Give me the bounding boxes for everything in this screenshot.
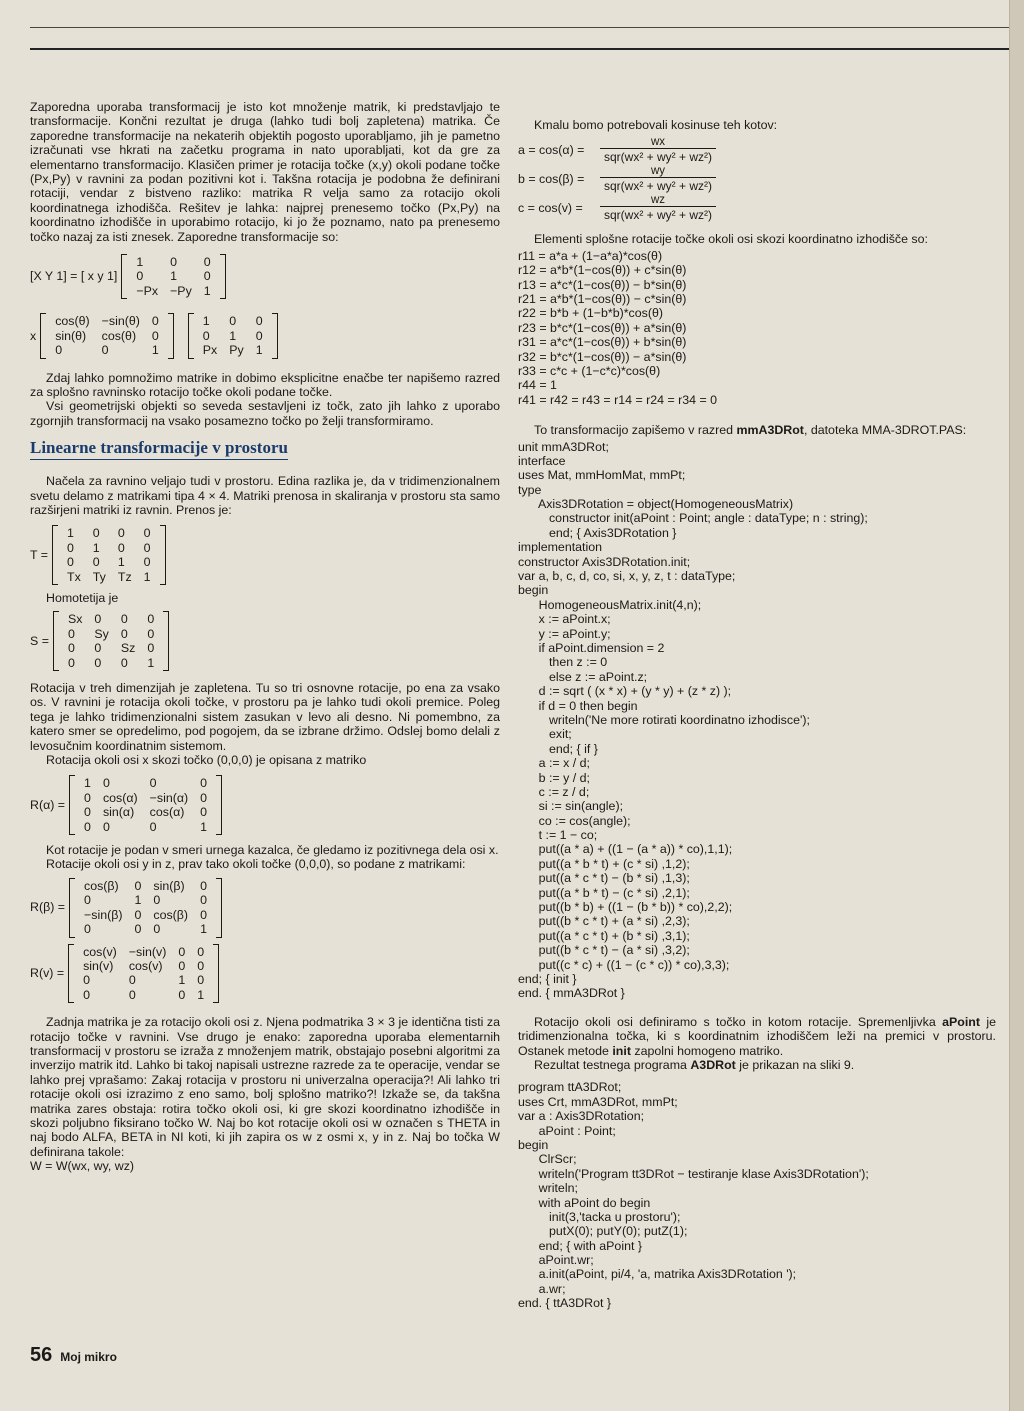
- matrix-row: [77, 973, 210, 987]
- text-line: if aPoint.dimension = 2: [518, 640, 665, 655]
- matrix-cell: −sin(α): [149, 790, 189, 805]
- text: , datoteka MMA-3DROT.PAS:: [803, 423, 967, 438]
- text-line: a.wr;: [518, 1281, 566, 1296]
- header-thin-rule: [30, 27, 1010, 28]
- matrix-cell: 0: [67, 540, 74, 555]
- matrix-row: [77, 988, 210, 1002]
- matrix-cell: Sx: [67, 612, 83, 627]
- text-line: put((a * c * t) + (b * si) ,3,1);: [518, 928, 690, 943]
- text-line: end. { ttA3DRot }: [518, 1296, 611, 1311]
- matrix-cell: Sz: [120, 641, 136, 656]
- matrix-cell: −Px: [136, 283, 159, 298]
- matrix-cell: 0: [128, 973, 136, 988]
- matrix-cell: 0: [83, 973, 90, 988]
- text-line: writeln('Ne more rotirati koordinatno izhodisce');: [518, 712, 810, 727]
- matrix-row: [197, 343, 269, 357]
- paragraph-x-rotation: Rotacija okoli osi x skozi točko (0,0,0) je opisana z matriko: [46, 753, 367, 768]
- text-line: ClrScr;: [518, 1152, 577, 1167]
- text-line: r13 = a*c*(1−cos(θ)) − b*sin(θ): [518, 277, 687, 292]
- matrix-cell: 0: [200, 878, 207, 893]
- header-rule: [30, 48, 1010, 50]
- text-line: r21 = a*b*(1−cos(θ)) − c*sin(θ): [518, 291, 687, 306]
- text-line: if d = 0 then begin: [518, 698, 638, 713]
- matrix-cell: sin(v): [83, 958, 114, 973]
- paragraph-cosines: Kmalu bomo potrebovali kosinuse teh kotov:: [534, 118, 778, 132]
- text-line: putX(0); putY(0); putZ(1);: [518, 1224, 688, 1239]
- paragraph-multiply: Zdaj lahko pomnožimo matrike in dobimo eksplicitne enačbe ter napišemo razred za splošno ravninsko rotacijo točke okoli podane točke.: [30, 370, 500, 399]
- matrix-T: [52, 525, 166, 585]
- matrix-S: [53, 611, 169, 671]
- matrix-row: [49, 314, 165, 328]
- matrix-cell: 0: [147, 626, 155, 641]
- text-line: program ttA3DRot;: [518, 1080, 622, 1095]
- matrix-cell: 0: [255, 314, 263, 329]
- text-line: r11 = a*a + (1−a*a)*cos(θ): [518, 248, 663, 263]
- matrix-cell: 0: [94, 641, 102, 656]
- fraction-denominator: sqr(wx² + wy² + wz²): [600, 206, 716, 222]
- text-line: r31 = a*c*(1−cos(θ)) + b*sin(θ): [518, 335, 687, 350]
- matrix-cell: 0: [67, 641, 75, 656]
- matrix-row: [77, 959, 210, 973]
- matrix-cell: 1: [134, 893, 142, 908]
- matrix-cell: 0: [83, 987, 90, 1002]
- matrix-row: [62, 627, 160, 641]
- matrix-cell: 0: [143, 555, 151, 570]
- matrix-cell: Tz: [117, 569, 132, 584]
- matrix-cell: 0: [153, 922, 161, 937]
- text-line: put((a * b * t) − (c * si) ,2,1);: [518, 885, 690, 900]
- matrix-cell: 0: [200, 907, 207, 922]
- paragraph-space: Načela za ravnino veljajo tudi v prostoru. Edina razlika je, da v tridimenzionalnem svetu delamo z matrikami tipa 4 × 4. Matriki prenosa in skaliranja v prostoru sta samo razširjeni matriki iz ravnin. Prenos je:: [30, 474, 500, 517]
- matrix-cell: 1: [202, 314, 210, 329]
- paragraph-apoint: [518, 1015, 996, 1058]
- matrix-cell: 0: [102, 819, 110, 834]
- matrix-cell: 0: [84, 819, 91, 834]
- matrix-cell: 0: [178, 958, 186, 973]
- matrix-row: [130, 269, 216, 283]
- matrix-cell: 0: [67, 626, 75, 641]
- text-line: interface: [518, 453, 566, 468]
- text-line: r23 = b*c*(1−cos(θ)) + a*sin(θ): [518, 320, 687, 335]
- text-line: end; { with aPoint }: [518, 1238, 642, 1253]
- text-line: var a, b, c, d, co, si, x, y, z, t : dataType;: [518, 569, 736, 584]
- matrix-translate-pos: [188, 313, 278, 358]
- matrix-row: [49, 343, 165, 357]
- text-line: begin: [518, 1137, 549, 1152]
- matrix-cell: −sin(θ): [101, 314, 140, 329]
- matrix-cell: 0: [151, 314, 159, 329]
- text-line: end; { if }: [518, 741, 598, 756]
- magazine-name: Moj mikro: [60, 1350, 117, 1364]
- matrix-translate-neg: [121, 254, 225, 299]
- equation-label: R(β) =: [30, 900, 66, 915]
- page-edge: [1009, 0, 1024, 1411]
- fraction-numerator: wx: [650, 136, 666, 149]
- matrix-cell: 0: [200, 776, 208, 791]
- matrix-cell: 1: [147, 655, 155, 670]
- matrix-row: [78, 922, 213, 936]
- text-line: a.init(aPoint, pi/4, 'a, matrika Axis3DRotation ');: [518, 1267, 797, 1282]
- text: Rotacijo okoli osi definiramo s točko in kotom rotacije. Spremenljivka: [534, 1014, 943, 1029]
- text-line: aPoint.wr;: [518, 1253, 594, 1268]
- fraction: [600, 194, 716, 222]
- matrix-cell: 0: [197, 958, 205, 973]
- matrix-row: [61, 526, 157, 540]
- page-number: 56: [30, 1344, 53, 1366]
- matrix-cell: 0: [102, 776, 110, 791]
- matrix-cell: 0: [84, 922, 91, 937]
- matrix-rotation-2d: [40, 313, 174, 358]
- matrix-row: [78, 879, 213, 893]
- matrix-cell: 0: [143, 526, 151, 541]
- text-line: r44 = 1: [518, 378, 557, 393]
- text-line: then z := 0: [518, 655, 608, 670]
- matrix-R-alpha: [69, 775, 222, 835]
- matrix-cell: 1: [229, 328, 237, 343]
- text-line: constructor init(aPoint : Point; angle : dataType; n : string);: [518, 511, 868, 526]
- fraction-denominator: sqr(wx² + wy² + wz²): [600, 148, 716, 164]
- code-unit: [518, 440, 996, 1001]
- matrix-cell: cos(v): [128, 958, 163, 973]
- matrix-cell: 0: [92, 526, 100, 541]
- text-line: x := aPoint.x;: [518, 612, 611, 627]
- matrix-cell: 1: [92, 540, 100, 555]
- matrix-cell: −sin(β): [84, 907, 123, 922]
- equation-label: R(α) =: [30, 798, 66, 813]
- matrix-cell: Tx: [67, 569, 81, 584]
- matrix-cell: 0: [94, 612, 102, 627]
- class-name: mmA3DRot: [736, 423, 804, 438]
- equation-translate: [30, 254, 500, 299]
- text: Rezultat testnega programa: [534, 1057, 691, 1072]
- matrix-cell: 0: [200, 805, 208, 820]
- matrix-row: [78, 805, 213, 819]
- matrix-row: [49, 329, 165, 343]
- text-line: writeln('Program tt3DRot − testiranje klase Axis3DRotation');: [518, 1166, 869, 1181]
- matrix-cell: 0: [170, 255, 177, 270]
- left-column: [30, 100, 500, 1174]
- matrix-row: [61, 570, 157, 584]
- text-line: si := sin(angle);: [518, 799, 624, 814]
- matrix-cell: 0: [255, 328, 263, 343]
- matrix-cell: cos(β): [84, 878, 119, 893]
- matrix-cell: 0: [136, 269, 144, 284]
- matrix-row: [62, 656, 160, 670]
- text-line: r41 = r42 = r43 = r14 = r24 = r34 = 0: [518, 392, 718, 407]
- matrix-cell: 0: [229, 314, 237, 329]
- matrix-cell: 0: [203, 269, 211, 284]
- matrix-cell: 0: [202, 328, 210, 343]
- page-footer: [30, 1344, 117, 1367]
- matrix-cell: 1: [136, 255, 144, 270]
- fraction-numerator: wy: [650, 165, 666, 178]
- matrix-cell: 0: [200, 893, 207, 908]
- matrix-cell: 0: [147, 641, 155, 656]
- matrix-cell: 1: [255, 343, 263, 358]
- matrix-cell: 1: [143, 569, 151, 584]
- matrix-cell: 0: [120, 612, 128, 627]
- matrix-cell: 0: [143, 540, 151, 555]
- text-line: r12 = a*b*(1−cos(θ)) + c*sin(θ): [518, 263, 687, 278]
- text-line: begin: [518, 583, 549, 598]
- text-line: implementation: [518, 540, 603, 555]
- text-line: writeln;: [518, 1181, 578, 1196]
- matrix-cell: 1: [197, 987, 205, 1002]
- matrix-row: [78, 776, 213, 790]
- equation-label: T =: [30, 547, 49, 562]
- paragraph-angle: Kot rotacije je podan v smeri urnega kazalca, če gledamo iz pozitivnega dela osi x.: [46, 843, 499, 858]
- matrix-cell: cos(α): [149, 805, 185, 820]
- paragraph-intro: Zaporedna uporaba transformacij je isto kot množenje matrik, ki predstavljajo te transformacije. Končni rezultat je druga (lahko tudi bolj zapletena) matrika. Če zaporedne transformacije na nekaterih objektih pogosto uporabljamo, jih je pametno izračunati vse hkrati na začetku programa in nato uporabljati, kot da gre za elementarno transformacijo. Klasičen primer je rotacija točke (x,y) okoli podane točke (Px,Py) v ravnini za podan pozitivni kot i. Takšna rotacija je podobna že definirani rotaciji, vendar z bistveno razliko: matrika R velja samo za rotacijo okoli koordinatnega izhodišča. Rešitev je lahka: najprej prenesemo točko (Px,Py) na koordinatno izhodišče in uporabimo rotacijo, ki jo že poznamo, nato pa prenesemo točko nazaj za isti znesek. Zaporedne transformacije so:: [30, 100, 500, 244]
- matrix-cell: 0: [94, 655, 102, 670]
- paragraph-elements: Elementi splošne rotacije točke okoli osi skozi koordinatno izhodišče so:: [534, 232, 928, 247]
- matrix-cell: cos(α): [102, 790, 138, 805]
- program-name: A3DRot: [690, 1057, 736, 1072]
- matrix-cell: 0: [55, 343, 63, 358]
- w-definition: W = W(wx, wy, wz): [30, 1159, 135, 1174]
- text-line: r22 = b*b + (1−b*b)*cos(θ): [518, 306, 663, 321]
- matrix-cell: 0: [197, 944, 205, 959]
- text-line: put((c * c) + ((1 − (c * c)) * co),3,3);: [518, 957, 730, 972]
- text-line: put((b * b) + ((1 − (b * b)) * co),2,2);: [518, 900, 733, 915]
- text-line: end; { Axis3DRotation }: [518, 525, 677, 540]
- matrix-cell: 0: [134, 922, 142, 937]
- matrix-cell: 0: [92, 555, 100, 570]
- matrix-row: [77, 945, 210, 959]
- matrix-cell: 1: [67, 526, 74, 541]
- paragraph-3d-rotation: Rotacija v treh dimenzijah je zapletena. Tu so tri osnovne rotacije, po ena za vsako os. V ravnini je rotacija okoli točke, v prostoru pa je lahko tudi okoli premice. Poleg tega je lahko tridimenzionalni sistem zasukan v levo ali desno. Ni pomembno, za katero smer se opredelimo, pod pogojem, da se izbrane držimo. Odslej bomo delali z levosučnim koordinatnim sistemom.: [30, 681, 500, 753]
- fraction-numerator: wz: [650, 194, 666, 207]
- equation-T: [30, 525, 500, 585]
- text: zapolni homogeno matriko.: [630, 1043, 784, 1058]
- text-line: else z := aPoint.z;: [518, 669, 648, 684]
- text: je prikazan na sliki 9.: [735, 1057, 855, 1072]
- text-line: uses Crt, mmA3DRot, mmPt;: [518, 1094, 678, 1109]
- matrix-cell: 0: [117, 526, 125, 541]
- matrix-cell: Sy: [94, 626, 109, 641]
- matrix-cell: 0: [197, 973, 205, 988]
- matrix-cell: 0: [128, 987, 136, 1002]
- matrix-cell: cos(θ): [101, 328, 137, 343]
- matrix-cell: 0: [134, 878, 142, 893]
- matrix-cell: 1: [200, 922, 207, 937]
- matrix-cell: −sin(v): [128, 944, 167, 959]
- formula-b: [518, 165, 996, 193]
- formula-lhs: c = cos(v) =: [518, 201, 583, 216]
- equation-S: [30, 611, 500, 671]
- matrix-cell: 0: [84, 790, 91, 805]
- text-line: b := y / d;: [518, 770, 590, 785]
- matrix-cell: 0: [203, 255, 211, 270]
- matrix-cell: Ty: [92, 569, 106, 584]
- matrix-cell: 0: [200, 790, 208, 805]
- matrix-row: [130, 284, 216, 298]
- matrix-row: [78, 893, 213, 907]
- text-line: a := x / d;: [518, 756, 590, 771]
- text-line: aPoint : Point;: [518, 1123, 616, 1138]
- text-line: Axis3DRotation = object(HomogeneousMatrix): [518, 497, 794, 512]
- equation-Rb: [30, 878, 500, 938]
- text-line: exit;: [518, 727, 572, 742]
- matrix-row: [78, 791, 213, 805]
- text-line: d := sqrt ( (x * x) + (y * y) + (z * z) );: [518, 684, 732, 699]
- code-program: [518, 1080, 996, 1310]
- section-heading: Linearne transformacije v prostoru: [30, 438, 288, 460]
- matrix-cell: 0: [117, 540, 125, 555]
- matrix-row: [61, 555, 157, 569]
- text-line: init(3,'tacka u prostoru');: [518, 1209, 681, 1224]
- fraction-denominator: sqr(wx² + wy² + wz²): [600, 177, 716, 193]
- matrix-cell: 0: [134, 907, 142, 922]
- matrix-cell: 0: [84, 805, 91, 820]
- text-line: put((a * b * t) + (c * si) ,1,2);: [518, 856, 690, 871]
- matrix-row: [197, 329, 269, 343]
- equation-rotate: [30, 313, 500, 358]
- text-line: put((b * c * t) − (a * si) ,3,2);: [518, 943, 690, 958]
- text-line: end; { init }: [518, 971, 577, 986]
- matrix-cell: 0: [101, 343, 109, 358]
- paragraph-general: Zadnja matrika je za rotacijo okoli osi z. Njena podmatrika 3 × 3 je identična tisti za rotacijo točke v ravnini. Vse drugo je enako: zaporedna uporaba elementarnih transformacij v prostoru se izraža z množenjem matrik, obstajajo posebni algoritmi za inverzijo matrik itd. Lahko bi takoj napisali ustrezne razrede za te operacije, vendar se lahko prej vprašamo: Zakaj rotacija v prostoru ni univerzalna operacija?! Ali lahko tri rotacije okoli osi izrazimo z eno samo, bolj splošno matriko?! Izkaže se, da takšna matrika zares obstaja: rotira točko okoli osi, ki gre skozi koordinatno izhodišče in skozi poljubno fiksirano točko W. Naj bo kot rotacije okoli osi w označen s THETA in naj bodo ALFA, BETA in NI koti, ki jih zapira os w z osmi x, y in z. Naj bo točka W definirana takole:: [30, 1015, 500, 1159]
- paragraph-class: [518, 423, 996, 437]
- fraction: [600, 165, 716, 193]
- matrix-cell: cos(β): [153, 907, 189, 922]
- rotation-elements-list: [518, 249, 996, 407]
- matrix-cell: 0: [120, 626, 128, 641]
- matrix-row: [61, 541, 157, 555]
- text-line: end. { mmA3DRot }: [518, 986, 625, 1001]
- matrix-cell: sin(α): [102, 805, 135, 820]
- equation-label: R(v) =: [30, 966, 65, 981]
- text-line: c := z / d;: [518, 784, 590, 799]
- text-line: co := cos(angle);: [518, 813, 631, 828]
- matrix-cell: 0: [153, 893, 161, 908]
- text: je tridimenzionalna točka, ki s koordinatnim izhodiščem leži na premici v prostoru. Ostanek metode: [518, 1014, 996, 1058]
- matrix-row: [197, 314, 269, 328]
- equation-Rv: [30, 944, 500, 1004]
- paragraph-yz: Rotacije okoli osi y in z, prav tako okoli točke (0,0,0), so podane z matrikami:: [46, 857, 466, 872]
- text-line: HomogeneousMatrix.init(4,n);: [518, 597, 702, 612]
- matrix-cell: 0: [120, 655, 128, 670]
- matrix-cell: 1: [178, 973, 186, 988]
- matrix-cell: sin(β): [153, 878, 185, 893]
- formula-c: [518, 194, 996, 222]
- matrix-cell: 0: [67, 555, 74, 570]
- text-line: type: [518, 482, 542, 497]
- matrix-cell: cos(v): [83, 944, 117, 959]
- matrix-cell: 0: [67, 655, 75, 670]
- matrix-cell: 0: [84, 893, 91, 908]
- text-line: with aPoint do begin: [518, 1195, 651, 1210]
- matrix-cell: 1: [117, 555, 125, 570]
- formula-lhs: b = cos(β) =: [518, 172, 585, 187]
- matrix-cell: 0: [151, 328, 159, 343]
- text-line: put((a * c * t) − (b * si) ,1,3);: [518, 871, 690, 886]
- matrix-cell: cos(θ): [55, 314, 90, 329]
- matrix-cell: 0: [178, 987, 186, 1002]
- paragraph-objects: Vsi geometrijski objekti so seveda sestavljeni iz točk, zato jih lahko z uporabo zgornjih transformacij na vsako posamezno točko po želji transformiramo.: [30, 399, 500, 428]
- variable-name: aPoint: [942, 1014, 980, 1029]
- matrix-row: [62, 612, 160, 626]
- formula-a: [518, 136, 996, 164]
- matrix-cell: 1: [170, 269, 177, 284]
- matrix-cell: −Py: [170, 283, 192, 298]
- text-line: put((a * a) + ((1 − (a * a)) * co),1,1);: [518, 842, 733, 857]
- matrix-cell: 1: [200, 819, 208, 834]
- text-line: put((b * c * t) + (a * si) ,2,3);: [518, 914, 690, 929]
- fraction: [600, 136, 716, 164]
- matrix-row: [78, 820, 213, 834]
- matrix-cell: 0: [149, 776, 157, 791]
- text-line: r33 = c*c + (1−c*c)*cos(θ): [518, 363, 661, 378]
- matrix-cell: Px: [202, 343, 218, 358]
- matrix-R-v: [68, 944, 219, 1004]
- right-column: [518, 118, 996, 1311]
- text-line: uses Mat, mmHomMat, mmPt;: [518, 468, 686, 483]
- text-line: r32 = b*c*(1−cos(θ)) − a*sin(θ): [518, 349, 687, 364]
- matrix-R-beta: [69, 878, 222, 938]
- equation-label: [X Y 1] = [ x y 1]: [30, 269, 118, 284]
- formula-lhs: a = cos(α) =: [518, 143, 585, 158]
- text-line: unit mmA3DRot;: [518, 439, 609, 454]
- text-line: constructor Axis3DRotation.init;: [518, 554, 691, 569]
- matrix-cell: Py: [229, 343, 244, 358]
- matrix-cell: 1: [84, 776, 91, 791]
- matrix-row: [78, 908, 213, 922]
- homotety-label: Homotetija je: [46, 590, 119, 605]
- matrix-cell: 1: [151, 343, 159, 358]
- matrix-row: [62, 641, 160, 655]
- text-line: y := aPoint.y;: [518, 626, 611, 641]
- text-line: t := 1 − co;: [518, 828, 598, 843]
- paragraph-result: [518, 1058, 996, 1072]
- text-line: var a : Axis3DRotation;: [518, 1109, 645, 1124]
- matrix-cell: 0: [178, 944, 186, 959]
- matrix-cell: sin(θ): [55, 328, 87, 343]
- equation-label: S =: [30, 633, 49, 648]
- matrix-cell: 0: [147, 612, 155, 627]
- equation-Ra: [30, 775, 500, 835]
- equation-label: x: [30, 328, 37, 343]
- method-name: init: [612, 1043, 631, 1058]
- matrix-cell: 0: [149, 819, 157, 834]
- matrix-cell: 1: [203, 283, 211, 298]
- text: To transformacijo zapišemo v razred: [534, 423, 737, 438]
- matrix-row: [130, 255, 216, 269]
